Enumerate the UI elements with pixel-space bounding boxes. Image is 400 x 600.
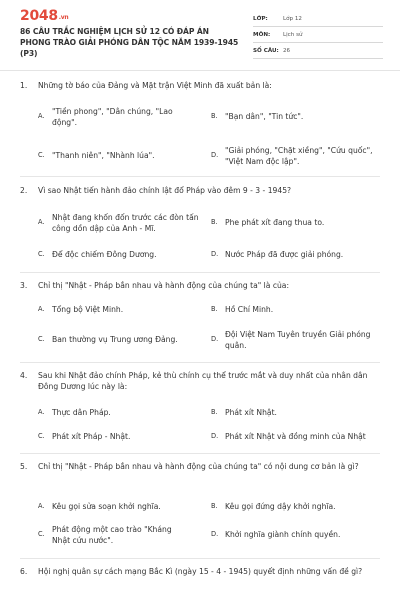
option-letter: C. — [38, 432, 45, 441]
meta-label: SỐ CÂU: — [253, 47, 279, 54]
option-text: "Bạn dân", "Tin tức". — [225, 112, 304, 122]
option-a[interactable] — [38, 105, 180, 129]
question-number: 3. — [20, 281, 28, 290]
option-letter: B. — [211, 305, 218, 314]
question-text — [20, 280, 380, 291]
option-c[interactable] — [38, 523, 192, 547]
option-text: Nước Pháp đã được giải phóng. — [225, 250, 344, 260]
option-b[interactable] — [211, 217, 365, 229]
option-text: "Thanh niên", "Nhành lúa". — [52, 151, 155, 161]
logo-main: 2048 — [20, 8, 58, 24]
option-c[interactable] — [38, 431, 192, 443]
question-divider — [20, 176, 380, 177]
option-text: "Tiền phong", "Dân chúng, "Lao động". — [52, 106, 173, 127]
question-text — [20, 370, 380, 392]
option-text: Kêu gọi sửa soạn khởi nghĩa. — [52, 502, 161, 512]
option-d[interactable] — [211, 328, 373, 352]
meta-value: 26 — [283, 47, 291, 54]
question-text — [20, 185, 380, 196]
option-letter: A. — [38, 112, 45, 121]
document-header — [0, 0, 400, 68]
question-divider — [20, 558, 380, 559]
question-number: 4. — [20, 371, 28, 380]
question-body: Vì sao Nhật tiến hành đảo chính lật đổ Pháp vào đêm 9 - 3 - 1945? — [38, 186, 292, 195]
question-body: Chỉ thị "Nhật - Pháp bắn nhau và hành động của chúng ta" có nội dung cơ bản là gì? — [38, 462, 359, 471]
option-text: Phát xít Nhật và đồng minh của Nhật — [225, 432, 366, 442]
option-letter: B. — [211, 502, 218, 511]
option-letter: D. — [211, 335, 219, 344]
question-body: Hội nghị quân sự cách mạng Bắc Kì (ngày 15 - 4 - 1945) quyết định những vấn đề gì? — [38, 567, 363, 576]
option-a[interactable] — [38, 211, 202, 235]
option-text: Phe phát xít đang thua to. — [225, 218, 325, 228]
option-text: Ban thường vụ Trung ương Đảng. — [52, 335, 178, 345]
option-a[interactable] — [38, 407, 192, 419]
meta-table — [253, 11, 383, 59]
option-c[interactable] — [38, 249, 192, 261]
question-text — [20, 566, 380, 577]
option-letter: A. — [38, 218, 45, 227]
option-letter: B. — [211, 408, 218, 417]
option-b[interactable] — [211, 304, 365, 316]
question-divider — [20, 453, 380, 454]
meta-label: MÔN: — [253, 31, 271, 38]
option-c[interactable] — [38, 144, 192, 168]
meta-value: Lớp 12 — [283, 15, 302, 22]
option-text: Nhật đang khốn đốn trước các đòn tấn công dồn dập của Anh - Mĩ. — [52, 212, 199, 233]
option-letter: A. — [38, 305, 45, 314]
option-text: Tổng bộ Việt Minh. — [52, 305, 124, 315]
question-number: 5. — [20, 462, 28, 471]
question-divider — [20, 272, 380, 273]
question-text — [20, 80, 380, 91]
option-b[interactable] — [211, 105, 365, 129]
option-text: "Giải phóng, "Chặt xiềng", "Cứu quốc", "Việt Nam độc lập". — [225, 145, 373, 166]
option-d[interactable] — [211, 529, 365, 541]
site-logo[interactable] — [20, 8, 68, 24]
option-d[interactable] — [211, 249, 385, 261]
option-letter: B. — [211, 112, 218, 121]
meta-value: Lịch sử — [283, 31, 303, 38]
option-text: Hồ Chí Minh. — [225, 305, 274, 315]
option-b[interactable] — [211, 501, 365, 513]
option-letter: D. — [211, 432, 219, 441]
option-letter: A. — [38, 502, 45, 511]
option-b[interactable] — [211, 407, 365, 419]
option-a[interactable] — [38, 304, 192, 316]
question-number: 6. — [20, 567, 28, 576]
meta-row-subject — [253, 27, 383, 43]
option-text: Khởi nghĩa giành chính quyền. — [225, 530, 341, 540]
option-letter: C. — [38, 335, 45, 344]
header-divider — [0, 70, 400, 71]
question-body: Những tờ báo của Đảng và Mặt trận Việt Minh đã xuất bản là: — [38, 81, 272, 90]
option-text: Để độc chiếm Đông Dương. — [52, 250, 157, 260]
question-body: Sau khi Nhật đảo chính Pháp, kẻ thù chính cụ thể trước mắt và duy nhất của nhân dân Đông Dương lúc này là: — [38, 371, 368, 391]
option-c[interactable] — [38, 334, 212, 346]
option-letter: C. — [38, 530, 45, 539]
option-letter: D. — [211, 151, 219, 160]
option-text: Phát xít Nhật. — [225, 408, 277, 418]
question-text — [20, 461, 380, 472]
option-text: Phát xít Pháp - Nhật. — [52, 432, 131, 442]
option-d[interactable] — [211, 144, 385, 168]
meta-row-grade — [253, 11, 383, 27]
option-letter: C. — [38, 151, 45, 160]
question-body: Chỉ thị "Nhật - Pháp bắn nhau và hành động của chúng ta" là của: — [38, 281, 290, 290]
option-text: Phát động một cao trào "Kháng Nhật cứu nước". — [52, 524, 172, 545]
question-number: 1. — [20, 81, 28, 90]
meta-row-count — [253, 43, 383, 59]
option-text: Thực dân Pháp. — [52, 408, 111, 418]
document-title: 86 CÂU TRẮC NGHIỆM LỊCH SỬ 12 CÓ ĐÁP ÁN PHONG TRÀO GIẢI PHÓNG DÂN TỘC NĂM 1939-1945 (P3) — [20, 27, 239, 58]
meta-label: LỚP: — [253, 15, 268, 22]
option-letter: C. — [38, 250, 45, 259]
option-text: Kêu gọi đứng dậy khởi nghĩa. — [225, 502, 336, 512]
option-d[interactable] — [211, 431, 395, 443]
question-divider — [20, 362, 380, 363]
option-text: Đội Việt Nam Tuyên truyền Giải phóng quân. — [225, 329, 371, 350]
option-letter: D. — [211, 530, 219, 539]
option-letter: D. — [211, 250, 219, 259]
option-letter: A. — [38, 408, 45, 417]
logo-suffix: .vn — [58, 14, 69, 21]
option-a[interactable] — [38, 501, 192, 513]
question-number: 2. — [20, 186, 28, 195]
option-letter: B. — [211, 218, 218, 227]
